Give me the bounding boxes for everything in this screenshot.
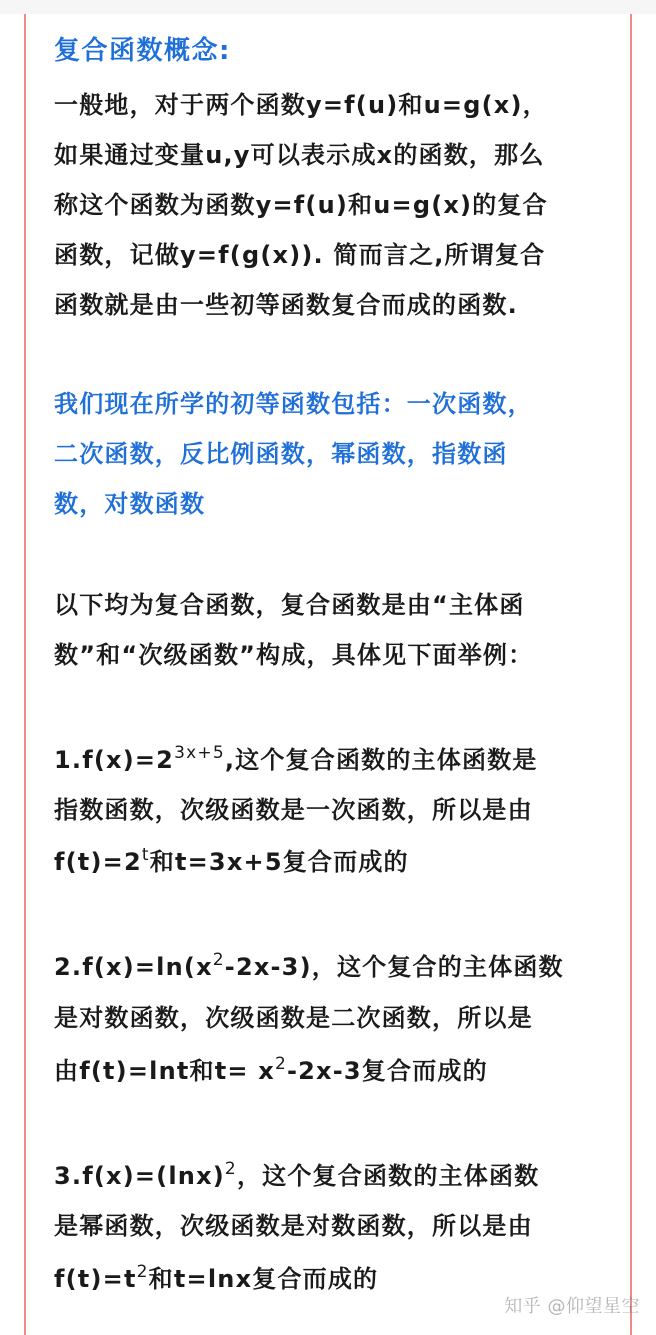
intro-line-4: 函数，记做y=f(g(x)). 简而言之,所谓复合: [54, 241, 546, 269]
intro-line-2: 如果通过变量u,y可以表示成x的函数，那么: [54, 141, 545, 169]
ex2-text: -2x-3)，这个复合的主体函数: [224, 953, 564, 981]
example-3-line-1: [54, 1151, 606, 1201]
ex1-main-exponent: t: [141, 845, 150, 865]
elementary-line-1: 我们现在所学的初等函数包括：一次函数，: [54, 390, 533, 418]
example-2-line-1: [54, 942, 606, 992]
ex1-formula: 1.f(x)=2: [54, 746, 175, 774]
zhihu-watermark: 知乎 @仰望星空: [504, 1296, 640, 1317]
intro-line-5: 函数就是由一些初等函数复合而成的函数.: [54, 291, 518, 319]
intro-line-3: 称这个函数为函数y=f(u)和u=g(x)的复合: [54, 191, 548, 219]
lead-line-1: 以下均为复合函数，复合函数是由“主体函: [54, 591, 525, 619]
ex2-main-fn: 由f(t)=lnt和t= x: [54, 1057, 275, 1085]
elementary-line-3: 数，对数函数: [54, 490, 206, 518]
example-1-line-2: 指数函数，次级函数是一次函数，所以是由: [54, 796, 533, 824]
top-bar: [0, 0, 656, 14]
ex2-tail: -2x-3复合而成的: [287, 1057, 488, 1085]
intro-line-1: 一般地，对于两个函数y=f(u)和u=g(x)，: [54, 91, 548, 119]
ex1-text: ,这个复合函数的主体函数是: [224, 746, 538, 774]
example-1-line-3: [54, 837, 606, 887]
ex3-tail: 和t=lnx复合而成的: [148, 1265, 379, 1293]
elementary-line-2: 二次函数，反比例函数，幂函数，指数函: [54, 440, 508, 468]
ex3-formula: 3.f(x)=(lnx): [54, 1162, 225, 1190]
example-1-line-1: [54, 735, 606, 785]
example-2-line-3: [54, 1046, 606, 1096]
ex2-main-exponent: 2: [274, 1054, 287, 1074]
ex3-exponent: 2: [224, 1159, 237, 1179]
example-2-line-2: 是对数函数，次级函数是二次函数，所以是: [54, 1004, 533, 1032]
ex3-main-exponent: 2: [136, 1262, 149, 1282]
ex2-exponent: 2: [212, 950, 225, 970]
ex3-text: ，这个复合函数的主体函数: [236, 1162, 540, 1190]
section-title: 复合函数概念:: [54, 36, 231, 66]
ex1-tail: 和t=3x+5复合而成的: [149, 848, 409, 876]
ex3-main-fn: f(t)=t: [54, 1265, 137, 1293]
ex1-main-fn: f(t)=2: [54, 848, 142, 876]
ex1-exponent: 3x+5: [174, 743, 225, 763]
example-3-line-2: 是幂函数，次级函数是对数函数，所以是由: [54, 1212, 533, 1240]
lead-line-2: 数”和“次级函数”构成，具体见下面举例：: [54, 641, 534, 669]
ex2-formula: 2.f(x)=ln(x: [54, 953, 213, 981]
